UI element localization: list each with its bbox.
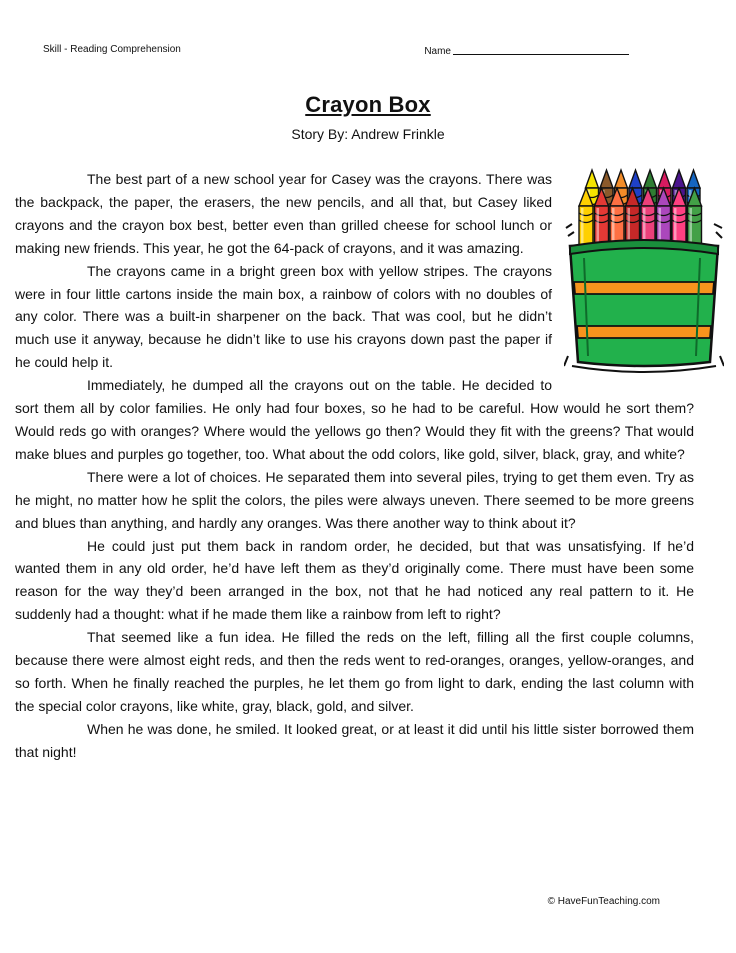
copyright-footer: © HaveFunTeaching.com: [547, 896, 660, 907]
paragraph-6: That seemed like a fun idea. He filled the reds on the left, filling all the first couple columns, because there were almost eight reds, and then the reds went to red-oranges, oranges, yellow-oranges, and so forth. When he finally reached the purples, he let them go from light to dark, ending the last column with the special color crayons, like white, gray, black, gold, and silver.: [15, 629, 694, 714]
crayon-box-stripe-top: [574, 282, 714, 294]
crayon-box-stripe-bottom: [577, 326, 711, 338]
story-byline: Story By: Andrew Frinkle: [291, 126, 445, 142]
name-blank-line[interactable]: [453, 44, 629, 55]
skill-label: Skill - Reading Comprehension: [43, 44, 181, 55]
crayon-box-illustration: [564, 166, 724, 376]
name-label: Name: [424, 46, 451, 57]
paragraph-2: The crayons came in a bright green box with yellow stripes. The crayons were in four little cartons inside the main box, a rainbow of colors with no doubles of any color. There was a built-in sharpener on the back. That was cool, but he didn’t much use it anyway, because he didn’t like to use his crayons down past the paper if he could help it.: [15, 262, 552, 371]
paragraph-4: There were a lot of choices. He separated them into several piles, trying to get them even. Try as he might, no matter how he split the colors, the piles were always uneven. There seemed to be more greens and blues than anything, and hardly any oranges. Was there another way to think about it?: [15, 468, 694, 531]
paragraph-3: Immediately, he dumped all the crayons out on the table. He decided to sort them all by color families. He only had four boxes, so he had to be careful. How would he sort them? Would reds go with oranges? Where would the yellows go then? Would they fit with the greens? That would make blues and purples go together, too. What about the odd colors, like gold, silver, black, gray, and white?: [15, 377, 694, 462]
paragraph-7: When he was done, he smiled. It looked great, or at least it did until his little sister borrowed them that night!: [15, 720, 694, 760]
story-title: Crayon Box: [305, 92, 431, 117]
name-field[interactable]: [424, 44, 629, 57]
paragraph-1: The best part of a new school year for Casey was the crayons. There was the backpack, the paper, the erasers, the new pencils, and all that, but Casey liked crayons and the crayon box best, better even than grilled cheese for school lunch or making new friends. This year, he got the 64-pack of crayons, and it was amazing.: [15, 171, 552, 256]
story-body: [15, 168, 694, 764]
worksheet-header: [43, 44, 629, 57]
paragraph-5: He could just put them back in random order, he decided, but that was unsatisfying. If he’d wanted them in any old order, he’d have left them as they’d originally come. There must have been some reason for the way they’d been arranged in the box, not that he had noticed any real pattern to it. He suddenly had a thought: what if he made them like a rainbow from left to right?: [15, 537, 694, 623]
